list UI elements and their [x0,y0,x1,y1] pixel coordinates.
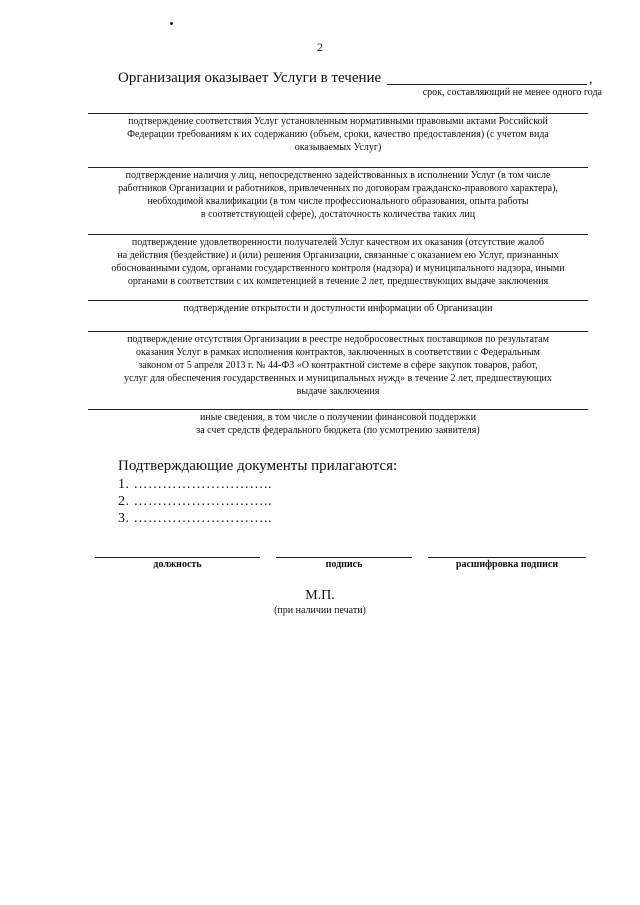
caption-line: выдаче заключения [296,386,380,397]
name-label: расшифровка подписи [455,559,559,570]
caption-satisfaction [88,236,588,288]
caption-line: подтверждение отсутствия Организации в реестре недобросовестных поставщиков по результатам [127,334,549,345]
caption-line: обоснованными судом, органами государственного контроля (надзора) и муниципального надзора, иными [111,263,565,274]
caption-compliance [88,115,588,154]
caption-other-info [88,411,588,437]
signature-line [276,557,412,558]
document-item-2: 2. ……………………….. [118,494,272,509]
caption-line: подтверждение соответствия Услуг установленным нормативными правовыми актами Российской [128,116,548,127]
caption-line: подтверждение удовлетворенности получателей Услуг качеством их оказания (отсутствие жалоб [131,237,545,248]
field-line-other-info [88,409,588,410]
signature-label: подпись [325,559,363,570]
caption-registry [88,333,588,398]
caption-line: органами в соответствии с их компетенцией в течение 2 лет, предшествующих выдаче заключения [127,276,549,287]
position-line [95,557,260,558]
field-line-openness [88,300,588,301]
field-line-qualification [88,167,588,168]
scan-speck [170,22,173,25]
field-line-compliance [88,113,588,114]
caption-line: Федерации требованиям к их содержанию (объем, сроки, качество предоставления) (с учетом вида [127,129,549,140]
field-line-satisfaction [88,234,588,235]
position-label: должность [153,559,202,570]
service-period-heading: Организация оказывает Услуги в течение [118,70,382,86]
caption-line: подтверждение открытости и доступности информации об Организации [183,303,493,314]
caption-openness [88,302,588,315]
caption-line: в соответствующей сфере), достаточность количества таких лиц [200,209,476,220]
caption-line: подтверждение наличия у лиц, непосредственно задействованных в исполнении Услуг (в том числе [125,170,551,181]
service-period-hint: срок, составляющий не менее одного года [422,87,602,98]
page-number: 2 [317,40,323,54]
caption-line: оказываемых Услуг) [294,142,382,153]
service-period-trailing-mark: , [589,72,593,87]
caption-line: за счет средств федерального бюджета (по усмотрению заявителя) [196,425,480,436]
stamp-hint: (при наличии печати) [274,605,366,616]
caption-line: оказания Услуг в рамках исполнения контрактов, заключенных в соответствии с Федеральным [136,347,540,358]
caption-line: услуг для обеспечения государственных и муниципальных нужд» в течение 2 лет, предшествующих [124,373,552,384]
document-item-1: 1. ……………………….. [118,477,272,492]
caption-line: иные сведения, в том числе о получении финансовой поддержки [200,412,476,423]
service-period-blank [387,84,587,85]
caption-qualification [88,169,588,221]
field-line-registry [88,331,588,332]
documents-title: Подтверждающие документы прилагаются: [118,458,398,474]
caption-line: на действия (бездействие) и (или) решения Организации, связанные с оказанием ею Услуг, признанных [117,250,559,261]
caption-line: работников Организации и работников, привлеченных по договорам гражданско-правового характера), [118,183,558,194]
caption-line: законом от 5 апреля 2013 г. № 44-ФЗ «О контрактной системе в сфере закупок товаров, работ, [138,360,538,371]
name-line [428,557,586,558]
document-item-3: 3. ……………………….. [118,511,272,526]
caption-line: необходимой квалификации (в том числе профессионального образования, опыта работы [147,196,529,207]
stamp-label: М.П. [305,588,335,603]
